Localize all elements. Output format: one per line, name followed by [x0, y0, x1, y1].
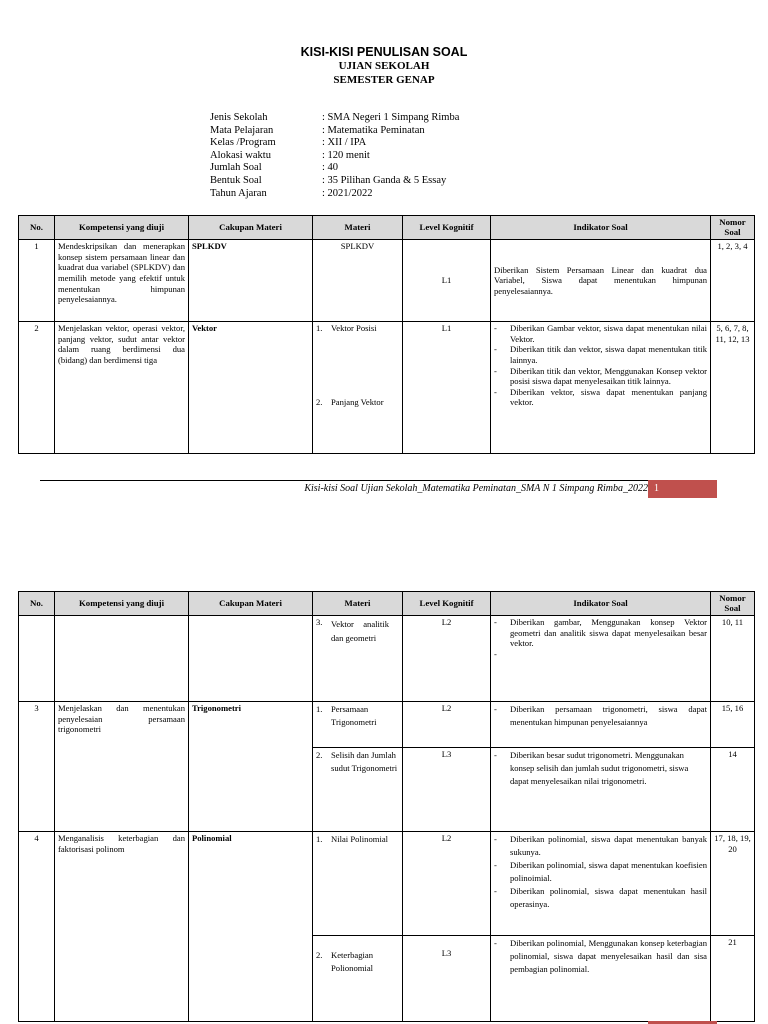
document-subtitle-exam: UJIAN SEKOLAH: [338, 60, 430, 72]
cell-level: L1: [403, 322, 491, 454]
cell-cakupan: Trigonometri: [189, 702, 313, 832]
cell-materi: [313, 748, 403, 832]
info-row-school: [210, 112, 459, 125]
cell-nomor: 21: [711, 936, 755, 1022]
table-row: [19, 322, 755, 454]
indikator-list: [494, 937, 707, 976]
indikator-list: [494, 749, 707, 788]
list-text: Panjang Vektor: [331, 397, 384, 408]
materi-list: [316, 833, 399, 846]
bullet-dash: -: [494, 386, 497, 397]
cell-nomor: 17, 18, 19, 20: [711, 832, 755, 936]
indikator-list: [494, 703, 707, 729]
list-item: [494, 749, 707, 788]
list-item: [494, 937, 707, 976]
list-number: 3.: [316, 617, 323, 628]
materi-list: [316, 617, 399, 645]
cell-kompetensi: Menjelaskan vektor, operasi vektor, panjang vektor, sudut antar vektor dalam ruang berdimensi dua (bidang) dan berdimensi tiga: [55, 322, 189, 454]
cell-nomor: 15, 16: [711, 702, 755, 748]
list-item: [316, 749, 399, 775]
list-text: Nilai Polinomial: [331, 834, 389, 845]
info-label: Alokasi waktu: [210, 149, 271, 161]
header-kompetensi: Kompetensi yang diuji: [55, 592, 189, 616]
grid-table-page1: [18, 215, 755, 454]
cell-indikator: [491, 616, 711, 702]
table-row: [19, 616, 755, 702]
list-item: [494, 885, 707, 911]
list-text: Diberikan persamaan trigonometri, siswa dapat menentukan himpunan penyelesaiannya: [510, 704, 707, 728]
header-kompetensi: Kompetensi yang diuji: [55, 216, 189, 240]
info-label: Jumlah Soal: [210, 162, 262, 174]
cell-nomor: 1, 2, 3, 4: [711, 240, 755, 322]
list-text: Diberikan polinomial, siswa dapat menentukan banyak sukunya.: [510, 834, 707, 858]
cell-level: L2: [403, 702, 491, 748]
cell-no: 2: [19, 322, 55, 454]
cell-no: 3: [19, 702, 55, 832]
list-item: [316, 833, 399, 846]
materi-list: [316, 703, 399, 729]
list-text: Diberikan polinomial, siswa dapat menentukan hasil operasinya.: [510, 886, 707, 910]
header-materi: Materi: [313, 216, 403, 240]
cell-level: L2: [403, 616, 491, 702]
cell-nomor: 5, 6, 7, 8, 11, 12, 13: [711, 322, 755, 454]
indikator-list: [494, 833, 707, 911]
footer-text: Kisi-kisi Soal Ujian Sekolah_Matematika Peminatan_SMA N 1 Simpang Rimba_2022: [304, 483, 648, 494]
table-header-row: [19, 216, 755, 240]
info-row-year: [210, 188, 459, 201]
list-text: Persamaan Trigonometri: [331, 704, 377, 728]
cell-no: 4: [19, 832, 55, 1022]
list-number: 1.: [316, 834, 323, 845]
cell-indikator: [491, 832, 711, 936]
cell-level: L2: [403, 832, 491, 936]
list-item: [316, 617, 399, 645]
cell-kompetensi: Mendeskripsikan dan menerapkan konsep sistem persamaan linear dan kuadrat dua variabel (SPLKDV) dan memilih metode yang efektif untuk menentukan himpunan penyelesaiannya.: [55, 240, 189, 322]
indikator-list: [494, 617, 707, 659]
cell-materi: [313, 616, 403, 702]
info-value: : 2021/2022: [322, 187, 373, 199]
bullet-dash: -: [494, 323, 497, 334]
document-subtitle-semester: SEMESTER GENAP: [333, 74, 435, 86]
info-row-form: [210, 175, 459, 188]
list-item: [316, 397, 399, 408]
table-row: [19, 832, 755, 936]
cell-nomor: 14: [711, 748, 755, 832]
cell-level: L3: [403, 748, 491, 832]
cell-nomor: 10, 11: [711, 616, 755, 702]
list-text: Diberikan gambar, Menggunakan konsep Vektor geometri dan analitik siswa dapat menyelesaikan besar vektor.: [510, 617, 707, 649]
list-text: Vektor Posisi: [331, 323, 377, 334]
bullet-dash: -: [494, 617, 497, 628]
header-indikator: Indikator Soal: [491, 216, 711, 240]
list-item: [494, 323, 707, 344]
info-value: : 40: [322, 162, 339, 174]
info-row-subject: [210, 125, 459, 138]
cell-materi: [313, 832, 403, 936]
header-indikator: Indikator Soal: [491, 592, 711, 616]
cell-cakupan: Vektor: [189, 322, 313, 454]
cell-kompetensi: [55, 616, 189, 702]
bullet-dash: -: [494, 860, 497, 871]
cell-indikator: Diberikan Sistem Persamaan Linear dan kuadrat dua Variabel, Siswa dapat menentukan himpunan penyelesaiannya.: [491, 240, 711, 322]
cell-level: L3: [403, 936, 491, 1022]
cell-kompetensi: Menganalisis keterbagian dan faktorisasi polinom: [55, 832, 189, 1022]
list-item: [494, 366, 707, 387]
cell-indikator: [491, 748, 711, 832]
materi-list: [316, 749, 399, 775]
info-value: : XII / IPA: [322, 137, 367, 149]
cell-materi: [313, 702, 403, 748]
list-text: Diberikan Gambar vektor, siswa dapat menentukan nilai Vektor.: [510, 323, 707, 344]
info-value: : 35 Pilihan Ganda & 5 Essay: [322, 174, 447, 186]
cell-kompetensi: Menjelaskan dan menentukan penyelesaian persamaan trigonometri: [55, 702, 189, 832]
materi-list: [316, 323, 399, 408]
list-number: 2.: [316, 750, 323, 761]
cell-cakupan: Polinomial: [189, 832, 313, 1022]
bullet-dash: -: [494, 750, 497, 761]
header-nomor: Nomor Soal: [711, 592, 755, 616]
bullet-dash: -: [494, 365, 497, 376]
materi-list: [316, 949, 399, 975]
list-item: [494, 703, 707, 729]
cell-no: 1: [19, 240, 55, 322]
header-cakupan: Cakupan Materi: [189, 216, 313, 240]
page-number-badge: 1: [648, 480, 717, 498]
info-label: Kelas /Program: [210, 137, 276, 149]
header-no: No.: [19, 216, 55, 240]
cell-cakupan: [189, 616, 313, 702]
bullet-dash: -: [494, 938, 497, 949]
header-level: Level Kognitif: [403, 216, 491, 240]
info-value: : Matematika Peminatan: [322, 124, 425, 136]
header-no: No.: [19, 592, 55, 616]
list-number: 2.: [316, 397, 323, 408]
header-nomor: Nomor Soal: [711, 216, 755, 240]
list-text: Diberikan polinomial, Menggunakan konsep keterbagian polinomial, siswa dapat menyelesaikan hasil dan sisa pembagian polinomial.: [510, 938, 707, 975]
list-text: Diberikan titik dan vektor, Menggunakan Konsep vektor posisi siswa dapat menyelesaikan titik lainnya.: [510, 365, 707, 387]
list-item: [494, 617, 707, 649]
bullet-dash: -: [494, 886, 497, 897]
table-header-row: [19, 592, 755, 616]
list-number: 1.: [316, 323, 323, 334]
cell-indikator: [491, 936, 711, 1022]
cell-materi: SPLKDV: [313, 240, 403, 322]
cell-indikator: [491, 702, 711, 748]
list-item: [316, 949, 399, 975]
cell-materi: [313, 936, 403, 1022]
list-number: 1.: [316, 704, 323, 715]
list-text: Diberikan polinomial, siswa dapat menentukan koefisien polinoimial.: [510, 860, 707, 884]
info-label: Jenis Sekolah: [210, 112, 268, 123]
cell-materi: [313, 322, 403, 454]
bullet-dash: -: [494, 834, 497, 845]
header-level: Level Kognitif: [403, 592, 491, 616]
cell-indikator: [491, 322, 711, 454]
document-title: KISI-KISI PENULISAN SOAL: [300, 45, 468, 59]
list-item: [316, 323, 399, 397]
indikator-list: [494, 323, 707, 408]
list-item: [494, 833, 707, 859]
list-item: [494, 859, 707, 885]
footer-rule: [40, 480, 717, 481]
list-item: [494, 649, 707, 660]
bullet-dash: -: [494, 648, 497, 659]
info-value: : SMA Negeri 1 Simpang Rimba: [322, 112, 460, 123]
table-row: [19, 702, 755, 748]
list-number: 2.: [316, 950, 323, 961]
list-text: Diberikan titik dan vektor, siswa dapat menentukan titik lainnya.: [510, 344, 707, 365]
header-materi: Materi: [313, 592, 403, 616]
info-row-count: [210, 162, 459, 175]
list-text: Keterbagian Polionomial: [331, 950, 374, 974]
info-row-class: [210, 137, 459, 150]
info-row-time: [210, 150, 459, 163]
header-cakupan: Cakupan Materi: [189, 592, 313, 616]
bullet-dash: -: [494, 704, 497, 715]
cell-no: [19, 616, 55, 702]
table-row: [19, 240, 755, 322]
list-text: [510, 649, 707, 660]
list-item: [316, 703, 399, 729]
info-label: Tahun Ajaran: [210, 187, 267, 199]
info-value: : 120 menit: [322, 149, 370, 161]
footer-rule: [40, 1021, 717, 1022]
list-item: [494, 344, 707, 365]
cell-level: L1: [403, 240, 491, 322]
school-info-block: [210, 112, 459, 200]
list-item: [494, 387, 707, 408]
list-text: Selisih dan Jumlah sudut Trigonometri: [331, 750, 398, 774]
list-text: Diberikan besar sudut trigonometri. Menggunakan konsep selisih dan jumlah sudut trigonometri, siswa dapat menyelesaikan nilai trigonometri.: [510, 750, 689, 787]
bullet-dash: -: [494, 344, 497, 355]
list-text: Vektor analitik dan geometri: [331, 619, 389, 644]
grid-table-page2: [18, 591, 755, 1022]
info-label: Mata Pelajaran: [210, 124, 274, 136]
list-text: Diberikan vektor, siswa dapat menentukan panjang vektor.: [510, 386, 707, 408]
info-label: Bentuk Soal: [210, 174, 262, 186]
cell-cakupan: SPLKDV: [189, 240, 313, 322]
